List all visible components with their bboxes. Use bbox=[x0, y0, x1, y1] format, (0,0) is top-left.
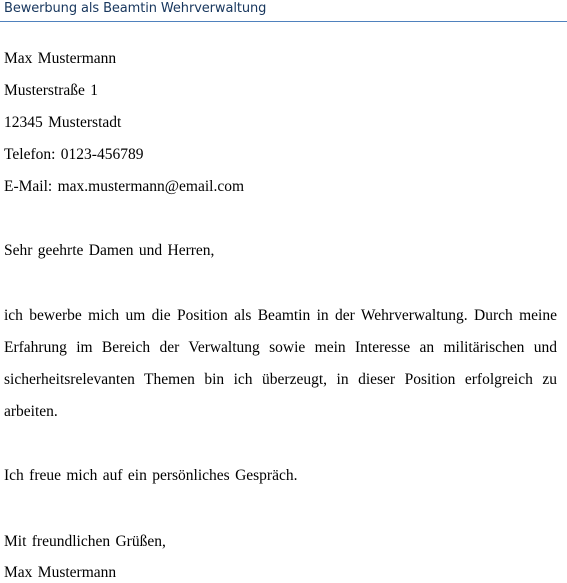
paragraph1-line: sicherheitsrelevanten Themen bin ich überzeugt, in dieser Position erfolgreich zu bbox=[4, 371, 557, 388]
sender-street: Musterstraße 1 bbox=[4, 82, 99, 99]
paragraph1-line: Erfahrung im Bereich der Verwaltung sowie mein Interesse an militärischen und bbox=[4, 339, 557, 356]
salutation: Sehr geehrte Damen und Herren, bbox=[4, 242, 215, 259]
paragraph1-line: ich bewerbe mich um die Position als Beamtin in der Wehrverwaltung. Durch meine bbox=[4, 307, 557, 324]
page-header bbox=[0, 0, 567, 22]
header-rule bbox=[0, 21, 567, 22]
sender-phone: Telefon: 0123-456789 bbox=[4, 146, 144, 163]
sender-email: E-Mail: max.mustermann@email.com bbox=[4, 178, 245, 195]
sender-name: Max Mustermann bbox=[4, 50, 117, 67]
header-title: Bewerbung als Beamtin Wehrverwaltung bbox=[4, 1, 267, 16]
paragraph1-line: arbeiten. bbox=[4, 403, 58, 420]
signature: Max Mustermann bbox=[4, 564, 117, 581]
closing: Mit freundlichen Grüßen, bbox=[4, 533, 166, 550]
paragraph2: Ich freue mich auf ein persönliches Gespräch. bbox=[4, 467, 298, 484]
sender-city: 12345 Musterstadt bbox=[4, 114, 122, 131]
